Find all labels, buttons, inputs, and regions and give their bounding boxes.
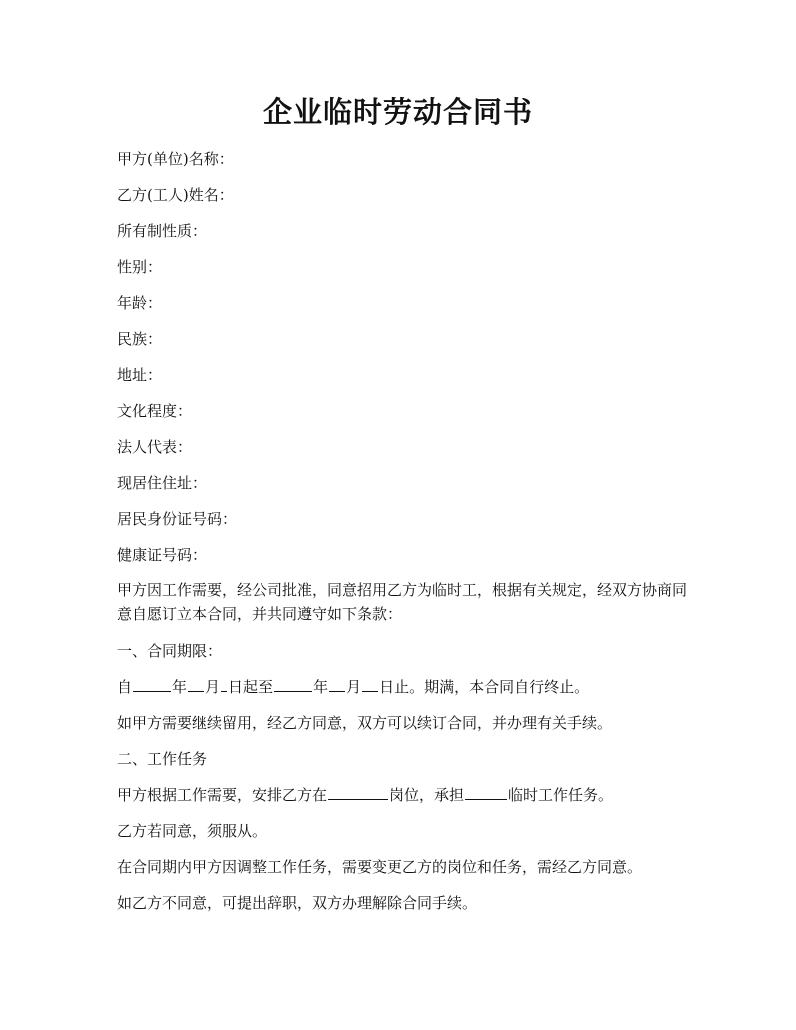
contract-period-line (117, 674, 687, 710)
resign-paragraph: 如乙方不同意，可提出辞职，双方办理解除合同手续。 (117, 894, 478, 912)
section1-heading: 一、合同期限： (117, 642, 223, 660)
period-text: 年 (313, 678, 329, 696)
blank-end-month[interactable] (329, 676, 345, 692)
document-body (117, 146, 687, 926)
field-legal-rep: 法人代表： (117, 438, 193, 456)
field-age: 年龄： (117, 294, 163, 312)
blank-start-month[interactable] (188, 676, 204, 692)
section2-heading: 二、工作任务 (117, 750, 208, 768)
field-current-address: 现居住住址： (117, 474, 208, 492)
blank-start-day[interactable] (221, 676, 227, 692)
blank-task[interactable] (465, 784, 507, 800)
period-text: 月 (205, 678, 221, 696)
field-gender: 性别： (117, 258, 163, 276)
period-text: 月 (346, 678, 362, 696)
field-ethnicity: 民族： (117, 330, 163, 348)
period-text: 自 (117, 678, 133, 696)
blank-start-year[interactable] (133, 676, 171, 692)
period-text: 年 (172, 678, 188, 696)
task-text: 甲方根据工作需要，安排乙方在 (117, 786, 328, 804)
blank-end-day[interactable] (362, 676, 378, 692)
task-text: 临时工作任务。 (508, 786, 614, 804)
blank-end-year[interactable] (274, 676, 312, 692)
field-address: 地址： (117, 366, 163, 384)
period-text: 日起至 (228, 678, 274, 696)
change-paragraph: 在合同期内甲方因调整工作任务，需要变更乙方的岗位和任务，需经乙方同意。 (117, 858, 643, 876)
obey-paragraph: 乙方若同意，须服从。 (117, 822, 268, 840)
task-text: 岗位，承担 (389, 786, 465, 804)
field-ownership-type: 所有制性质： (117, 222, 208, 240)
intro-paragraph: 甲方因工作需要，经公司批准，同意招用乙方为临时工，根据有关规定，经双方协商同意自愿订立本合同，并共同遵守如下条款： (117, 581, 688, 623)
field-id-number: 居民身份证号码： (117, 510, 238, 528)
period-text: 日止。期满，本合同自行终止。 (379, 678, 590, 696)
field-employer-name: 甲方(单位)名称： (117, 150, 234, 168)
renewal-paragraph: 如甲方需要继续留用，经乙方同意，双方可以续订合同，并办理有关手续。 (117, 714, 613, 732)
field-health-cert: 健康证号码： (117, 546, 208, 564)
field-worker-name: 乙方(工人)姓名： (117, 186, 234, 204)
field-education: 文化程度： (117, 402, 193, 420)
blank-position[interactable] (328, 784, 388, 800)
document-title: 企业临时劳动合同书 (262, 95, 533, 129)
task-assignment-line (117, 782, 687, 818)
